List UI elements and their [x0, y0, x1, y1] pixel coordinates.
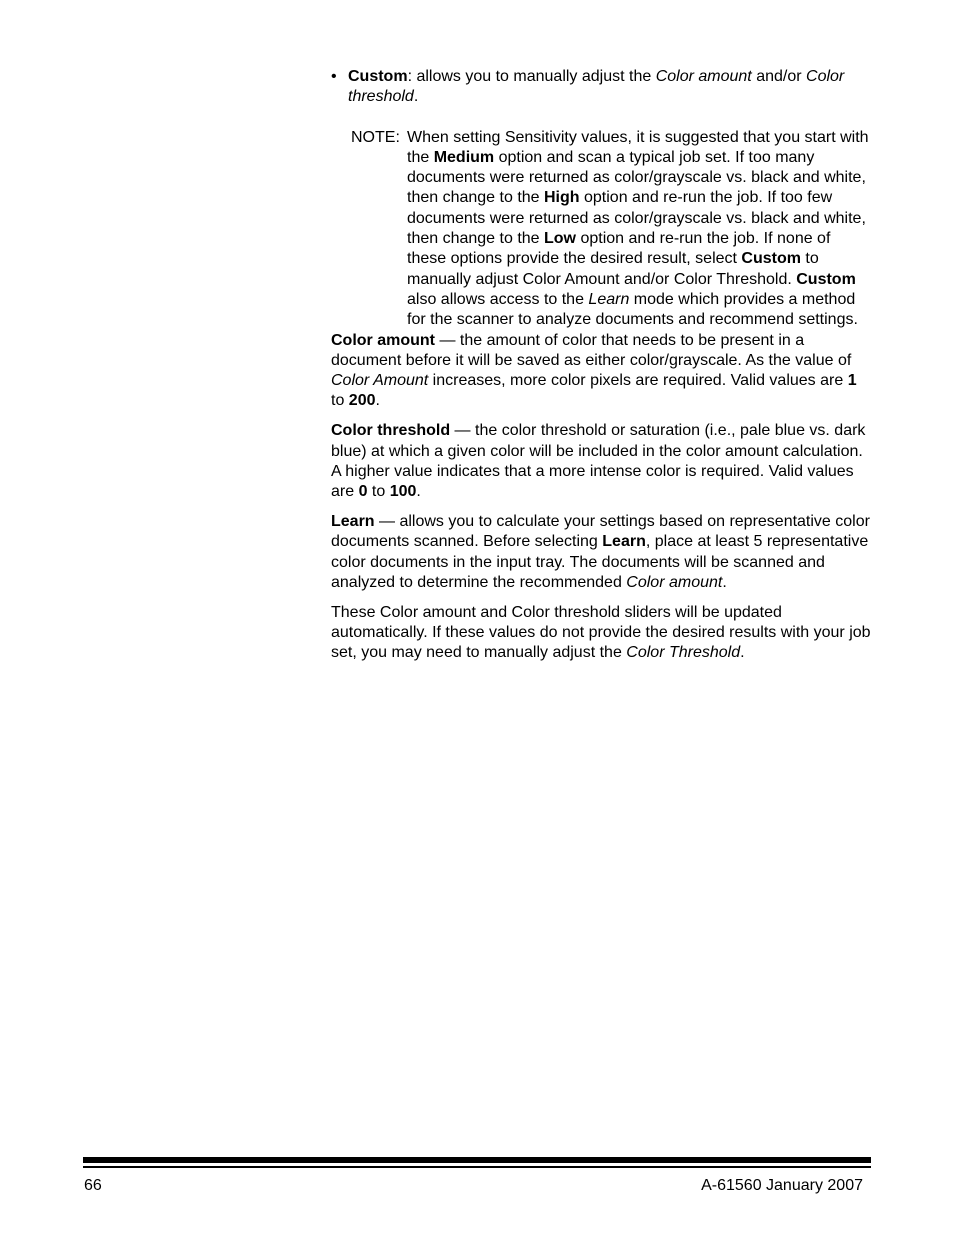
note-custom-1: Custom [741, 250, 801, 268]
custom-text-a: : allows you to manually adjust the [407, 68, 656, 85]
note-low: Low [544, 230, 576, 248]
custom-text-c: . [413, 88, 419, 106]
note-learn: Learn [588, 290, 630, 308]
color-amount-term: Color amount [331, 331, 435, 349]
learn-bold: Learn [602, 533, 646, 551]
page-number: 66 [84, 1177, 102, 1194]
color-amount-min: 1 [847, 372, 857, 390]
note-text: When setting Sensitivity values, it is suggested that you start with the Medium option and scan a typical job set. If too many documents were returned as color/grayscale vs. black and white, then change to the High option and re-run the job. If too few documents were returned as color/grayscale vs. black and white, then change to the Low option and re-run the job. If none of these options provide the desired result, select Custom to manually adjust Color Amount and/or Color Threshold. Custom also allows access to the Learn mode which provides a method for the scanner to analyze documents and recommend settings. [407, 128, 869, 329]
color-amount-max: 200 [348, 392, 376, 410]
sliders-em: Color Threshold [626, 644, 741, 662]
bullet-marker: • [331, 68, 337, 85]
color-amount-paragraph: Color amount — the amount of color that needs to be present in a document before it will be saved as either color/grayscale. As the value of Color Amount increases, more color pixels are required. Valid values are 1 to 200. [331, 331, 857, 410]
color-threshold-min: 0 [358, 483, 368, 501]
note-custom-2: Custom [796, 270, 856, 288]
learn-term: Learn [331, 512, 375, 530]
custom-text-b: and/or [751, 68, 807, 85]
sliders-paragraph: These Color amount and Color threshold sliders will be updated automatically. If these values do not provide the desired results with your job set, you may need to manually adjust the Color Threshold. [331, 603, 871, 662]
footer-rule-thick [83, 1157, 871, 1163]
sensitivity-note [351, 128, 871, 331]
color-threshold-max: 100 [389, 483, 417, 501]
note-high: High [544, 189, 580, 207]
note-label: NOTE: [351, 128, 400, 146]
custom-bullet-item [331, 67, 871, 108]
footer-rule-thin [83, 1166, 871, 1168]
learn-paragraph: Learn — allows you to calculate your settings based on representative color documents scanned. Before selecting Learn, place at least 5 representative color documents in the input tray. The documents will be scanned and analyzed to determine the recommended Color amount. [331, 512, 870, 591]
color-threshold-paragraph: Color threshold — the color threshold or saturation (i.e., pale blue vs. dark blue) at which a given color will be included in the color amount calculation. A higher value indicates that a more intense color is required. Valid values are 0 to 100. [331, 422, 866, 501]
custom-em-color-threshold: Color threshold [348, 68, 845, 106]
document-id: A-61560 January 2007 [701, 1177, 863, 1194]
main-content [331, 67, 871, 673]
custom-em-color-amount: Color amount [655, 68, 752, 85]
note-medium: Medium [433, 148, 495, 166]
custom-term: Custom [348, 68, 408, 85]
color-threshold-term: Color threshold [331, 422, 451, 440]
